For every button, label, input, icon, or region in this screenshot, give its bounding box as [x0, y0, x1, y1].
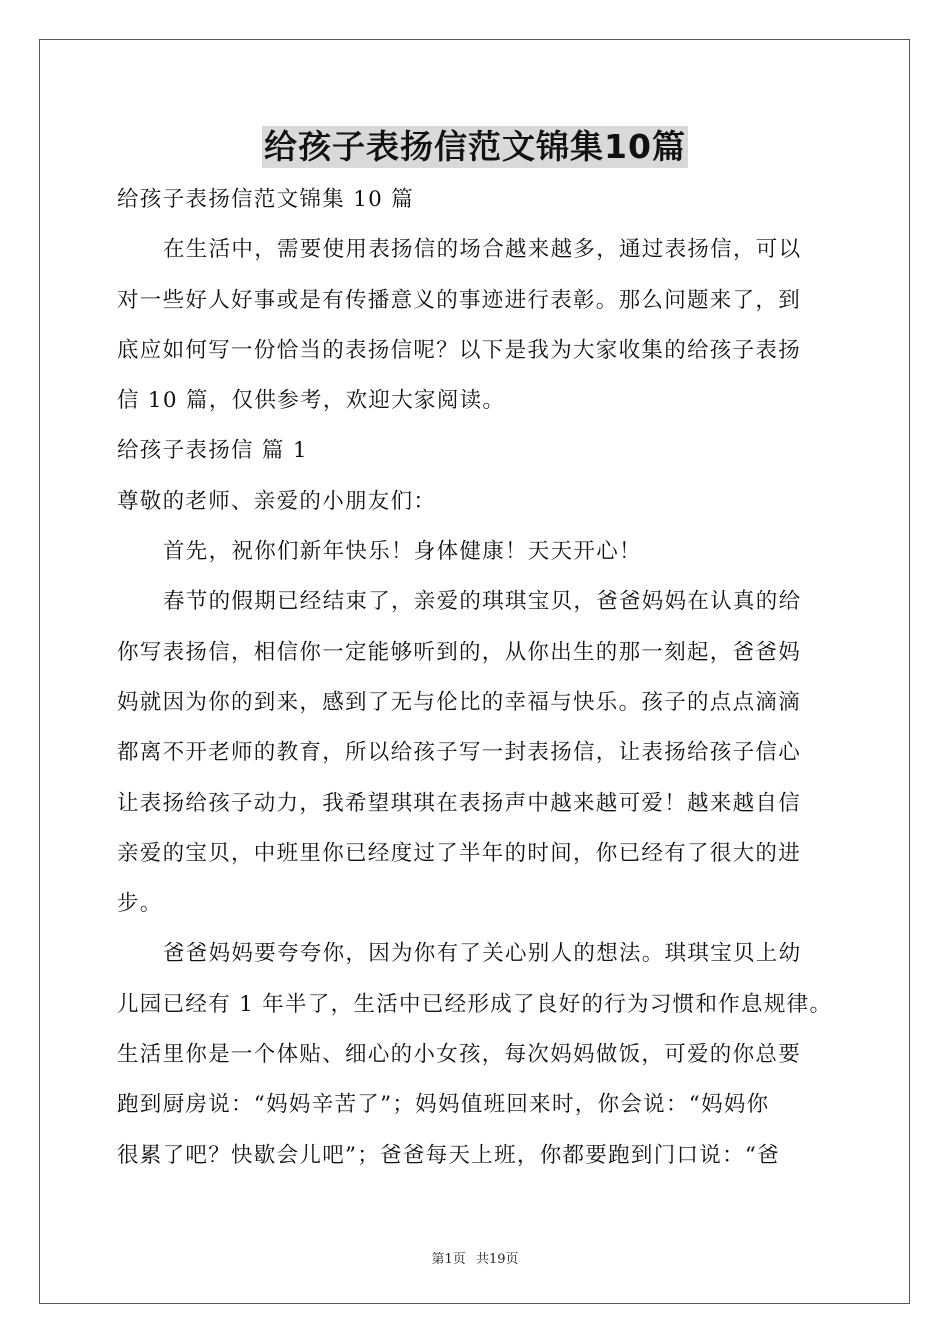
body-line: 你写表扬信，相信你一定能够听到的，从你出生的那一刻起，爸爸妈 [117, 639, 802, 665]
body-line: 让表扬给孩子动力，我希望琪琪在表扬声中越来越可爱！越来越自信 [117, 790, 802, 816]
salutation: 尊敬的老师、亲爱的小朋友们： [117, 488, 437, 514]
section-heading: 给孩子表扬信 篇 1 [117, 438, 308, 464]
body-line: 都离不开老师的教育，所以给孩子写一封表扬信，让表扬给孩子信心 [117, 740, 802, 766]
body-line: 春节的假期已经结束了，亲爱的琪琪宝贝，爸爸妈妈在认真的给 [163, 589, 802, 615]
title-container [0, 126, 950, 168]
body-line: 很累了吧？快歇会儿吧”；爸爸每天上班，你都要跑到门口说：“爸 [117, 1142, 780, 1168]
document-body [117, 175, 839, 1181]
document-title: 给孩子表扬信范文锦集10篇 [264, 127, 686, 166]
body-line: 信 10 篇，仅供参考，欢迎大家阅读。 [117, 388, 506, 414]
body-line: 给孩子表扬信范文锦集 10 篇 [117, 187, 415, 212]
body-line: 妈就因为你的到来，感到了无与伦比的幸福与快乐。孩子的点点滴滴 [117, 689, 802, 715]
body-line: 首先，祝你们新年快乐！身体健康！天天开心！ [163, 539, 642, 565]
total-pages: 共19页 [475, 1252, 519, 1267]
body-line: 亲爱的宝贝，中班里你已经度过了半年的时间，你已经有了很大的进 [117, 840, 802, 866]
body-line: 爸爸妈妈要夸夸你，因为你有了关心别人的想法。琪琪宝贝上幼 [163, 941, 802, 967]
body-line: 在生活中，需要使用表扬信的场合越来越多，通过表扬信，可以 [163, 237, 802, 263]
body-line: 对一些好人好事或是有传播意义的事迹进行表彰。那么问题来了，到 [117, 287, 802, 313]
body-line: 步。 [117, 891, 163, 917]
page-number: 第1页 [431, 1252, 466, 1267]
body-line: 儿园已经有 1 年半了，生活中已经形成了良好的行为习惯和作息规律。 [117, 991, 833, 1017]
page-footer [0, 1248, 950, 1267]
body-line: 跑到厨房说：“妈妈辛苦了”；妈妈值班回来时，你会说：“妈妈你 [117, 1092, 770, 1118]
body-line: 生活里你是一个体贴、细心的小女孩，每次妈妈做饭，可爱的你总要 [117, 1042, 802, 1068]
body-line: 底应如何写一份恰当的表扬信呢？以下是我为大家收集的给孩子表扬 [117, 337, 802, 363]
